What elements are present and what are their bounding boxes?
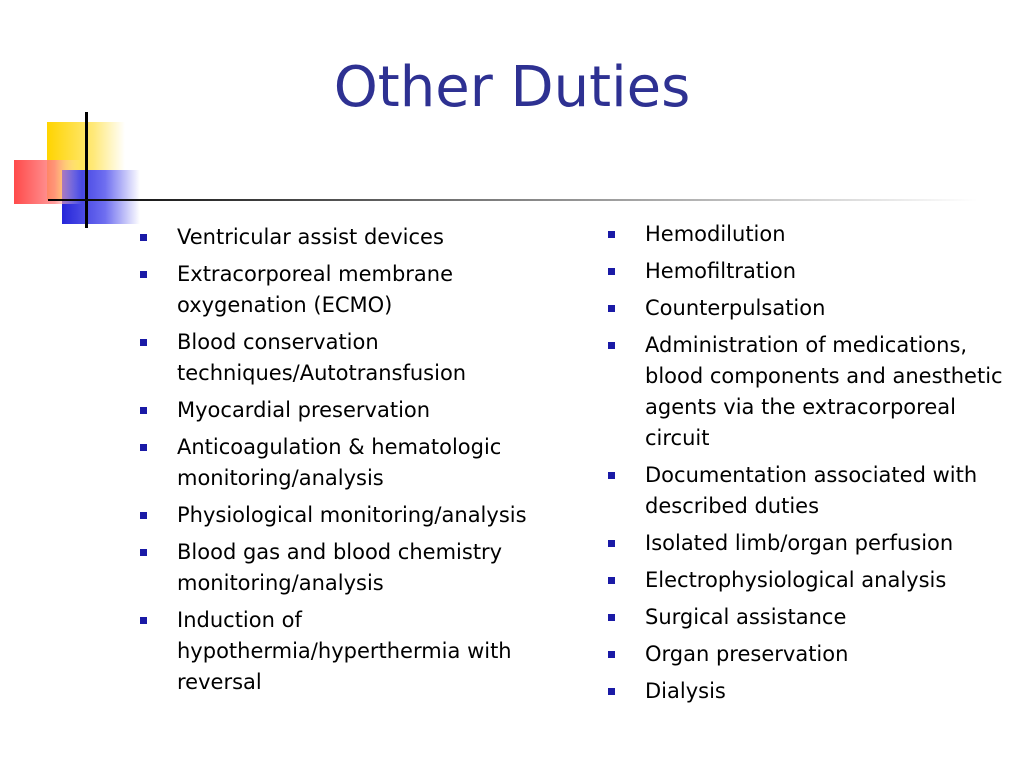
list-item: [608, 219, 1018, 250]
list-item: [608, 639, 1018, 670]
bullet-square-icon: [608, 268, 615, 275]
list-item: [608, 460, 1018, 522]
left-bullet-list: [140, 222, 550, 704]
list-item-text: Induction of hypothermia/hyperthermia with reversal: [177, 608, 512, 694]
bullet-square-icon: [140, 512, 147, 519]
list-item-text: Blood conservation techniques/Autotransfusion: [177, 330, 467, 385]
list-item-text: Counterpulsation: [645, 296, 826, 320]
list-item-text: Extracorporeal membrane oxygenation (ECMO): [177, 262, 454, 317]
list-item-text: Dialysis: [645, 679, 726, 703]
list-item-text: Electrophysiological analysis: [645, 568, 947, 592]
list-item-text: Administration of medications, blood components and anesthetic agents via the extracorporeal circuit: [645, 333, 1003, 450]
list-item-text: Physiological monitoring/analysis: [177, 503, 527, 527]
slide-title: Other Duties: [333, 55, 691, 120]
bullet-square-icon: [608, 342, 615, 349]
horizontal-rule: [48, 199, 978, 201]
list-item: [140, 395, 550, 426]
bullet-square-icon: [140, 234, 147, 241]
bullet-square-icon: [140, 617, 147, 624]
list-item: [608, 330, 1018, 454]
list-item: [140, 432, 550, 494]
vertical-rule: [85, 112, 88, 228]
red-square: [14, 160, 82, 204]
list-item-text: Isolated limb/organ perfusion: [645, 531, 954, 555]
list-item: [608, 602, 1018, 633]
bullet-square-icon: [608, 577, 615, 584]
list-item-text: Ventricular assist devices: [177, 225, 444, 249]
bullet-square-icon: [608, 540, 615, 547]
bullet-square-icon: [608, 472, 615, 479]
bullet-square-icon: [140, 407, 147, 414]
bullet-square-icon: [608, 688, 615, 695]
list-item: [608, 256, 1018, 287]
bullet-square-icon: [140, 444, 147, 451]
list-item-text: Hemodilution: [645, 222, 786, 246]
list-item-text: Myocardial preservation: [177, 398, 431, 422]
list-item-text: Blood gas and blood chemistry monitoring/analysis: [177, 540, 503, 595]
list-item-text: Surgical assistance: [645, 605, 847, 629]
list-item: [140, 500, 550, 531]
bullet-square-icon: [608, 305, 615, 312]
list-item-text: Organ preservation: [645, 642, 849, 666]
list-item: [140, 327, 550, 389]
list-item-text: Hemofiltration: [645, 259, 797, 283]
bullet-square-icon: [608, 231, 615, 238]
right-bullet-list: [608, 219, 1018, 713]
bullet-square-icon: [140, 271, 147, 278]
list-item: [608, 676, 1018, 707]
bullet-square-icon: [140, 549, 147, 556]
bullet-square-icon: [608, 651, 615, 658]
list-item: [140, 537, 550, 599]
list-item: [140, 605, 550, 698]
bullet-square-icon: [608, 614, 615, 621]
list-item: [608, 293, 1018, 324]
list-item-text: Anticoagulation & hematologic monitoring/analysis: [177, 435, 502, 490]
bullet-square-icon: [140, 339, 147, 346]
list-item: [608, 565, 1018, 596]
list-item-text: Documentation associated with described duties: [645, 463, 978, 518]
list-item: [140, 259, 550, 321]
list-item: [608, 528, 1018, 559]
list-item: [140, 222, 550, 253]
